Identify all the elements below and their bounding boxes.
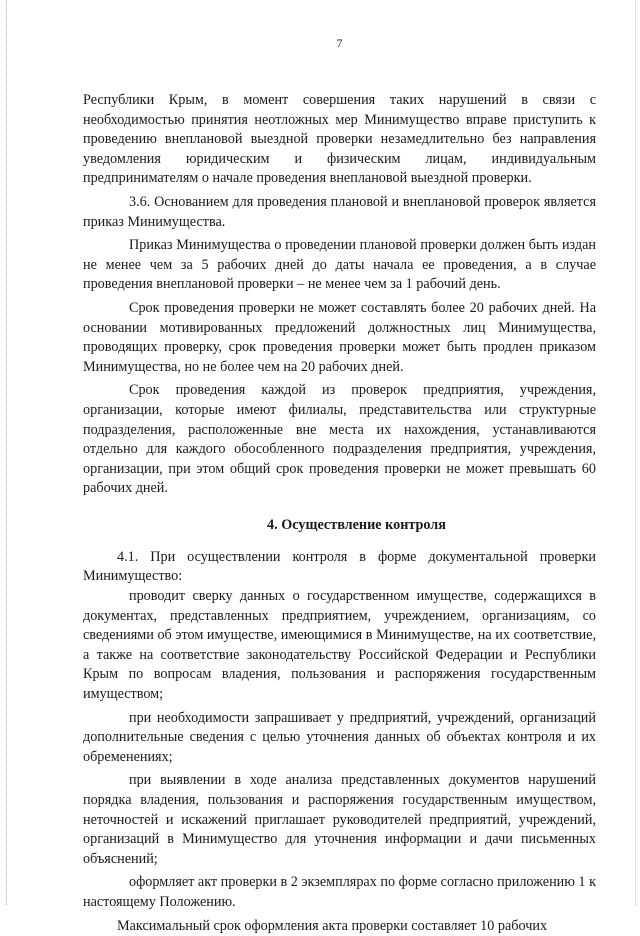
section-heading: 4. Осуществление контроля (267, 516, 446, 533)
list-item-invite-heads: при выявлении в ходе анализа представленных документов нарушений порядка владения, пользования и распоряжения государственным имуществом, неточностей и искажений приглашает руководителей предприятий, учреждений, организаций в Минимущество для уточнения информации и дачи письменных объяснений; (83, 772, 596, 867)
paragraph-branch-inspections: Срок проведения каждой из проверок предприятия, учреждения, организации, которые имеют филиалы, представительства или структурные подразделения, расположенные вне места их нахождения, устанавливаются отдельно для каждого обособленного подразделения предприятия, учреждения, организации, при этом общий срок проведения проверки не может превышать 60 рабочих дней. (83, 382, 596, 497)
paragraph-order-timing: Приказ Минимущества о проведении плановой проверки должен быть издан не менее чем за 5 рабочих дней до даты начала ее проведения, а в случае проведения внеплановой проверки – не менее чем за 1 рабочий день. (83, 237, 596, 293)
paragraph-4-1: 4.1. При осуществлении контроля в форме документальной проверки Минимущество: (83, 548, 596, 585)
paragraph-inspection-duration: Срок проведения проверки не может составлять более 20 рабочих дней. На основании мотивированных предложений должностных лиц Минимущества, проводящих проверку, срок проведения проверки может быть продлен приказом Минимущества, но не более чем на 20 рабочих дней. (83, 299, 596, 375)
list-item-reconciliation: проводит сверку данных о государственном имуществе, содержащихся в документах, представленных предприятием, учреждением, организациям, со сведениями об этом имуществе, имеющимися в Минимуществе, на их соответствие, а также на соответствие законодательству Российской Федерации и Республики Крым по вопросам владения, пользования и распоряжения государственным имуществом; (83, 588, 596, 703)
list-item-request-info: при необходимости запрашивает у предприятий, учреждений, организаций дополнительные сведения с целью уточнения данных об объектах контроля и их обременениях; (83, 709, 596, 765)
paragraph-3-6: 3.6. Основанием для проведения плановой и внеплановой проверок является приказ Минимущества. (83, 193, 596, 230)
page-number: 7 (336, 36, 343, 50)
list-item-draw-up-act: оформляет акт проверки в 2 экземплярах по форме согласно приложению 1 к настоящему Положению. (83, 874, 596, 910)
paragraph-act-deadline: Максимальный срок оформления акта проверки составляет 10 рабочих (117, 917, 548, 934)
paragraph-continuation: Республики Крым, в момент совершения таких нарушений в связи с необходимостью принятия неотложных мер Минимущество вправе приступить к проведению внеплановой выездной проверки незамедлительно без направления уведомления юридическим и физическим лицам, индивидуальным предпринимателям о начале проведения внеплановой выездной проверки. (83, 92, 596, 187)
